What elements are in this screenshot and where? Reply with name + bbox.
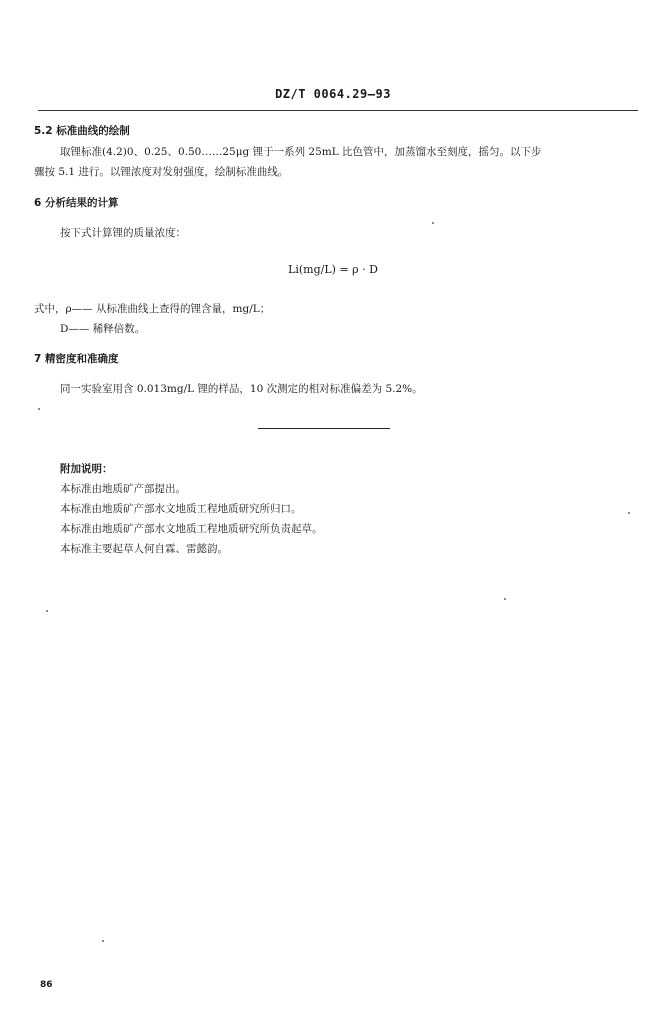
note-item: 本标准由地质矿产部水文地质工程地质研究所负责起草。 (60, 523, 323, 535)
page-number: 86 (40, 980, 53, 990)
where-rho-definition: 式中，ρ—— 从标准曲线上查得的锂含量，mg/L； (34, 303, 271, 315)
section-5-2-line-1: 取锂标准(4.2)0、0.25、0.50……25μg 锂于一系列 25mL 比色管中，加蒸馏水至刻度，摇匀。以下步 (60, 146, 542, 158)
section-7-body: 同一实验室用含 0.013mg/L 锂的样品，10 次测定的相对标准偏差为 5.2%。 (60, 383, 423, 395)
scan-speck (432, 222, 434, 224)
scan-speck (504, 598, 506, 600)
scan-speck (38, 408, 40, 410)
section-6-intro: 按下式计算锂的质量浓度： (60, 227, 186, 239)
section-5-2-line-2: 骤按 5.1 进行。以锂浓度对发射强度，绘制标准曲线。 (34, 166, 289, 178)
scan-speck (102, 940, 104, 942)
end-of-standard-rule (258, 428, 390, 429)
section-5-2-heading: 5.2 标准曲线的绘制 (34, 125, 130, 137)
section-6-heading: 6 分析结果的计算 (34, 197, 119, 209)
notes-title: 附加说明： (60, 463, 113, 475)
note-item: 本标准由地质矿产部提出。 (60, 483, 186, 495)
note-item: 本标准由地质矿产部水文地质工程地质研究所归口。 (60, 503, 302, 515)
where-d-definition: D—— 稀释倍数。 (60, 323, 146, 335)
scan-speck (628, 512, 630, 514)
header-divider (38, 110, 638, 111)
section-7-heading: 7 精密度和准确度 (34, 353, 119, 365)
scan-speck (46, 610, 48, 612)
lithium-formula: Li(mg/L) = ρ · D (288, 263, 378, 276)
note-item: 本标准主要起草人何自霖、雷懿韵。 (60, 543, 228, 555)
standard-code-header: DZ/T 0064.29—93 (275, 87, 391, 101)
